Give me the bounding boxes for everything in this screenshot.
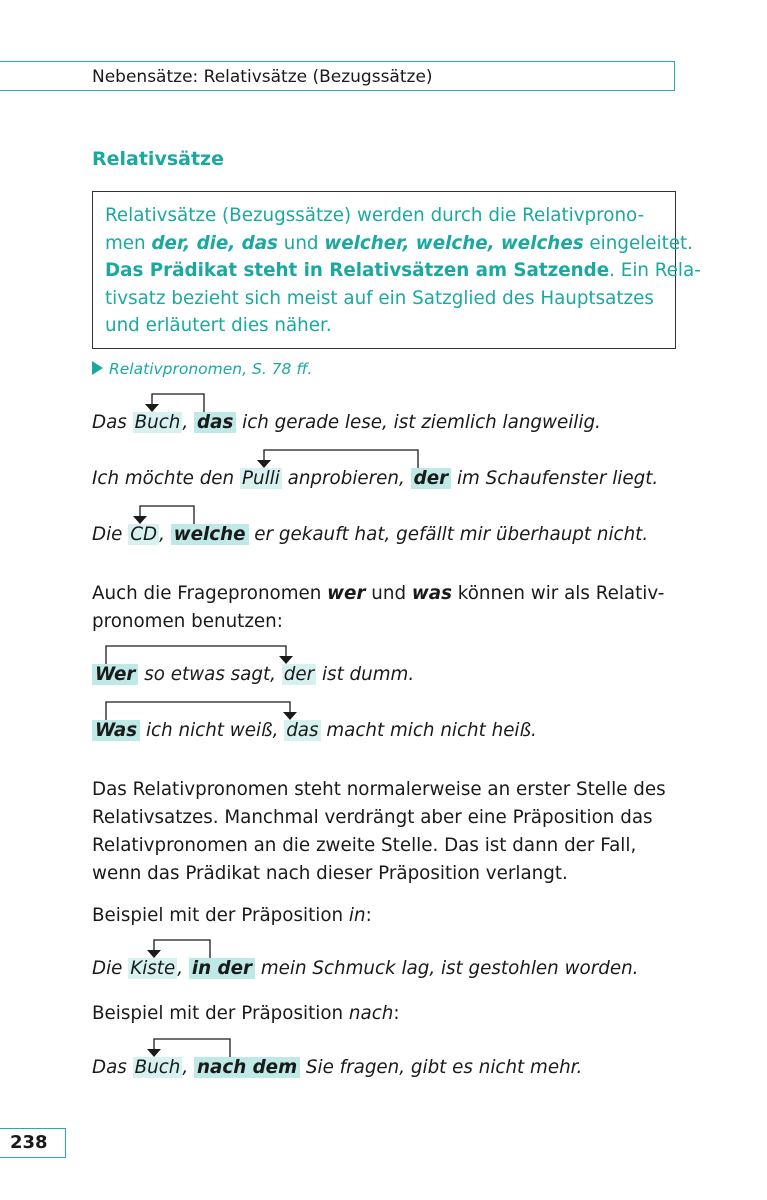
antecedent-noun: Pulli [241,468,280,489]
example-sentence-2: Ich möchte den Pulli anprobieren, der im Schaufenster liegt. [92,468,659,489]
reference-arrow [142,938,214,960]
antecedent-noun: Buch [134,1057,181,1078]
rule-line: Relativsätze (Bezugssätze) werden durch die Relativprono- [105,205,645,226]
reference-arrow [128,504,198,526]
relative-pronoun: das [194,412,236,433]
rule-line: men der, die, das und welcher, welche, welches eingeleitet. [105,232,693,254]
cross-reference-link[interactable] [92,360,312,378]
example-sentence-7: Das Buch , nach dem Sie fragen, gibt es nicht mehr. [92,1057,583,1078]
triangle-right-icon [92,361,103,375]
reference-arrow [104,644,300,666]
antecedent-noun: Kiste [130,958,176,979]
section-title: Relativsätze [92,148,224,170]
running-title: Nebensätze: Relativsätze (Bezugssätze) [92,67,433,87]
reference-arrow [104,700,304,722]
paragraph-interrogative-pronouns: Auch die Fragepronomen wer und was können wir als Relativ- pronomen benutzen: [92,583,665,632]
preposition-relative-pronoun: in der [189,958,255,979]
relative-pronoun: der [411,468,452,489]
antecedent-noun: Buch [134,412,181,433]
correlative-pronoun: das [286,720,319,741]
correlative-pronoun: der [283,664,315,685]
running-header [0,61,675,91]
relative-pronoun: Was [92,720,140,741]
example-sentence-4: Wer so etwas sagt, der ist dumm. [92,664,414,685]
paragraph-preposition-rule: Das Relativpronomen steht normalerweise an erster Stelle des Relativsatzes. Manchmal verdrängt aber eine Präposition das Relativpronomen an die zweite Stelle. Das ist dann der Fall, wenn das Prädikat nach dieser Präposition verlangt. [92,779,666,884]
page-number: 238 [10,1132,48,1153]
example-sentence-1: Das Buch , das ich gerade lese, ist ziemlich langweilig. [92,412,601,433]
example-sentence-6: Die Kiste , in der mein Schmuck lag, ist gestohlen worden. [92,958,639,979]
preposition-intro-nach: Beispiel mit der Präposition nach: [92,1003,400,1024]
example-sentence-3: Die CD , welche er gekauft hat, gefällt mir überhaupt nicht. [92,524,649,545]
antecedent-noun: CD [130,524,158,545]
cross-reference-text: Relativpronomen, S. 78 ff. [109,360,313,378]
rule-box [92,191,701,349]
preposition-relative-pronoun: nach dem [194,1057,300,1078]
reference-arrow [252,448,424,470]
reference-arrow [140,392,210,414]
rule-line: Das Prädikat steht in Relativsätzen am Satzende. Ein Rela- [105,260,701,281]
rule-line: tivsatz bezieht sich meist auf ein Satzglied des Hauptsatzes [105,287,654,309]
reference-arrow [142,1037,234,1059]
rule-line: und erläutert dies näher. [105,315,332,336]
preposition-intro-in: Beispiel mit der Präposition in: [92,905,372,926]
relative-pronoun: Wer [92,664,138,685]
example-sentence-5: Was ich nicht weiß, das macht mich nicht heiß. [92,720,537,741]
relative-pronoun: welche [171,524,249,545]
page-number-box [0,1128,66,1158]
